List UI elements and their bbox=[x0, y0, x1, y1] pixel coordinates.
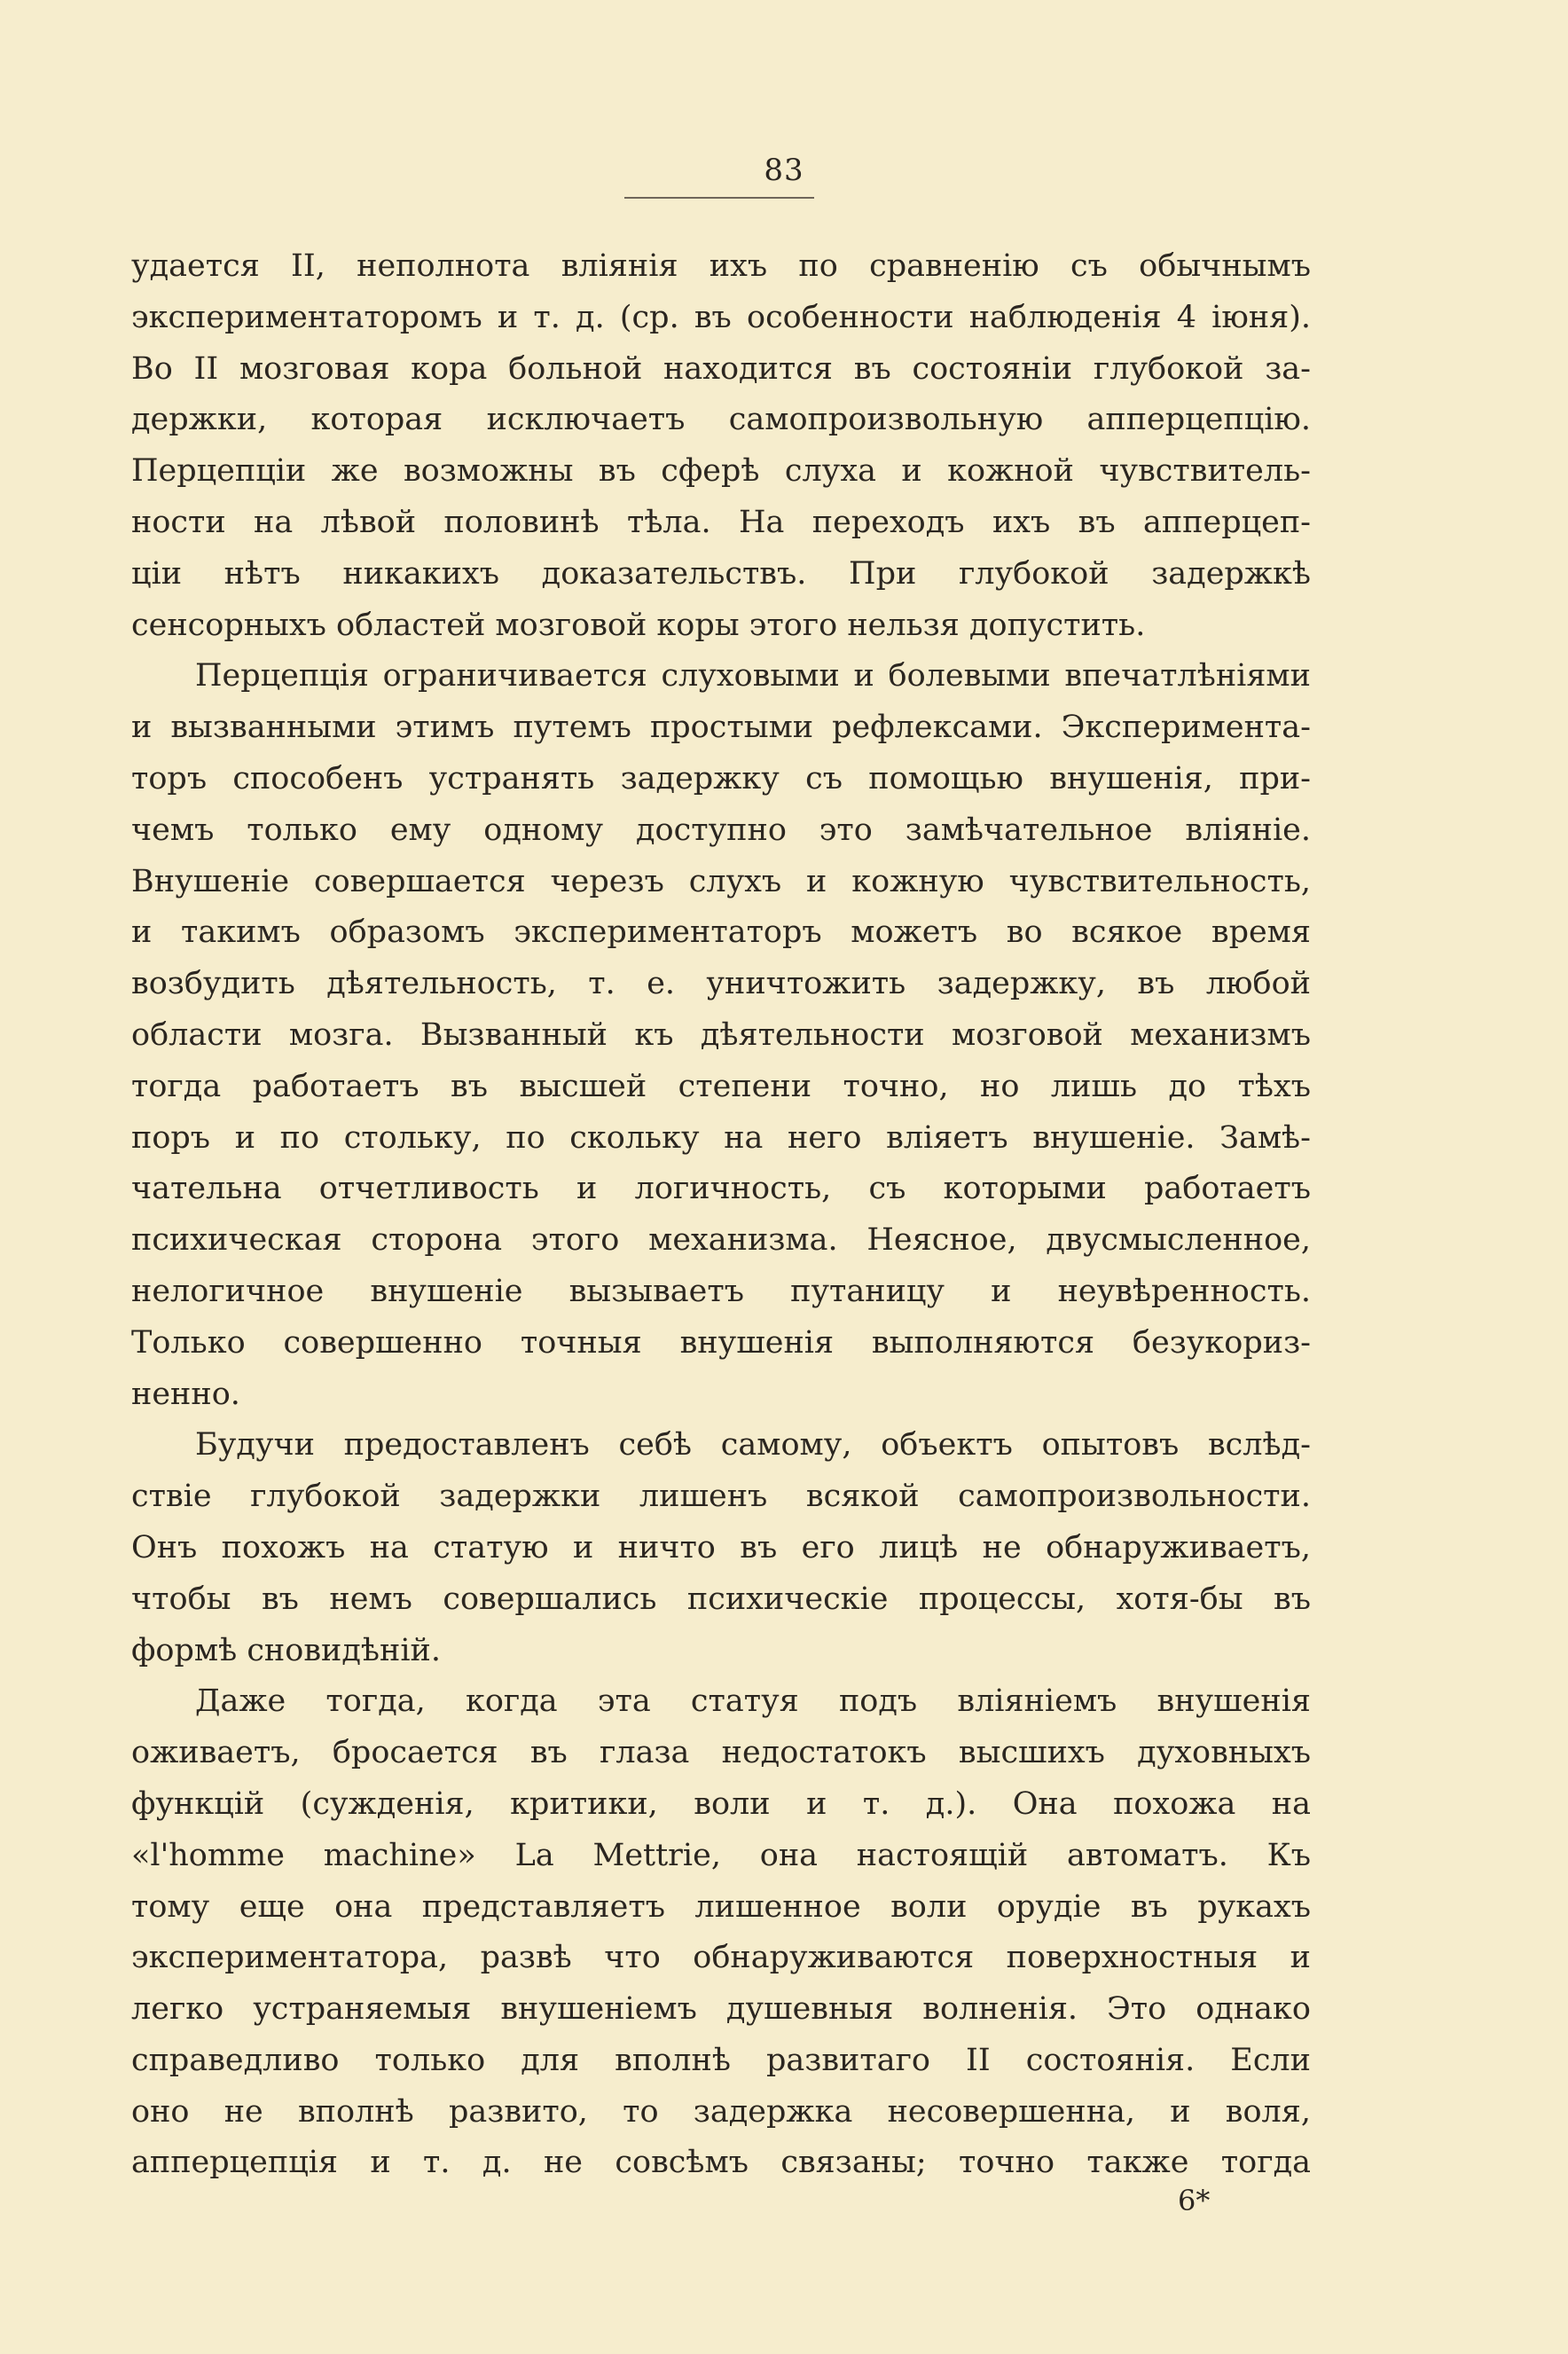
text-line: экспериментатора, развѣ что обнаруживаются поверхностныя и bbox=[131, 1940, 1311, 1976]
text-line: психическая сторона этого механизма. Неясное, двусмысленное, bbox=[131, 1222, 1311, 1259]
text-line: области мозга. Вызванный къ дѣятельности мозговой механизмъ bbox=[131, 1016, 1311, 1053]
paragraph-1 bbox=[131, 241, 1311, 651]
text-line: держки, которая исключаетъ самопроизвольную апперцепцію. bbox=[131, 402, 1311, 438]
text-line: удается II, неполнота вліянія ихъ по сравненію съ обычнымъ bbox=[131, 248, 1311, 284]
header-rule bbox=[624, 197, 814, 199]
text-line: тому еще она представляетъ лишенное воли орудіе въ рукахъ bbox=[131, 1888, 1311, 1925]
text-line: ненно. bbox=[131, 1376, 240, 1412]
text-line: Даже тогда, когда эта статуя подъ вліяніемъ внушенія bbox=[195, 1683, 1311, 1720]
text-line: нелогичное внушеніе вызываетъ путаницу и неувѣренность. bbox=[131, 1273, 1311, 1309]
text-line: оно не вполнѣ развито, то задержка несовершенна, и воля, bbox=[131, 2093, 1311, 2130]
text-line: тогда работаетъ въ высшей степени точно, но лишь до тѣхъ bbox=[131, 1068, 1311, 1104]
text-line: Онъ похожъ на статую и ничто въ его лицѣ не обнаруживаетъ, bbox=[131, 1529, 1311, 1565]
text-line: справедливо только для вполнѣ развитаго II состоянія. Если bbox=[131, 2042, 1311, 2078]
text-line: чемъ только ему одному доступно это замѣчательное вліяніе. bbox=[131, 812, 1311, 848]
text-line: чтобы въ немъ совершались психическіе процессы, хотя-бы въ bbox=[131, 1581, 1311, 1617]
text-line: оживаетъ, бросается въ глаза недостатокъ высшихъ духовныхъ bbox=[131, 1735, 1311, 1771]
paragraph-2 bbox=[131, 651, 1311, 1420]
text-line: чательна отчетливость и логичность, съ которыми работаетъ bbox=[131, 1171, 1311, 1207]
text-line: Будучи предоставленъ себѣ самому, объектъ опытовъ вслѣд- bbox=[195, 1427, 1311, 1463]
paragraph-4 bbox=[131, 1676, 1311, 2189]
text-line: сенсорныхъ областей мозговой коры этого нельзя допустить. bbox=[131, 607, 1146, 643]
text-line: «l'homme machine» La Mettrie, она настоящій автоматъ. Къ bbox=[131, 1837, 1311, 1873]
text-line: ствіе глубокой задержки лишенъ всякой самопроизвольности. bbox=[131, 1479, 1311, 1515]
text-line: Перцепціи же возможны въ сферѣ слуха и кожной чувствитель- bbox=[131, 453, 1311, 490]
text-line: поръ и по стольку, по скольку на него вліяетъ внушеніе. Замѣ- bbox=[131, 1119, 1311, 1156]
text-line: апперцепція и т. д. не совсѣмъ связаны; точно также тогда bbox=[131, 2145, 1311, 2181]
text-line: Только совершенно точныя внушенія выполняются безукориз- bbox=[131, 1324, 1311, 1361]
text-line: Во II мозговая кора больной находится въ состояніи глубокой за- bbox=[131, 350, 1311, 387]
text-line: торъ способенъ устранять задержку съ помощью внушенія, при- bbox=[131, 760, 1311, 796]
text-line: функцій (сужденія, критики, воли и т. д.). Она похожа на bbox=[131, 1785, 1311, 1822]
text-line: и такимъ образомъ экспериментаторъ можетъ во всякое время bbox=[131, 914, 1311, 951]
page-number: 83 bbox=[764, 153, 804, 188]
text-line: и вызванными этимъ путемъ простыми рефлексами. Эксперимента- bbox=[131, 710, 1311, 746]
text-line: легко устраняемыя внушеніемъ душевныя волненія. Это однако bbox=[131, 1991, 1311, 2028]
text-line: формѣ сновидѣній. bbox=[131, 1632, 441, 1668]
text-line: экспериментаторомъ и т. д. (ср. въ особенности наблюденія 4 іюня). bbox=[131, 299, 1311, 335]
text-line: Внушеніе совершается черезъ слухъ и кожную чувствительность, bbox=[131, 863, 1311, 899]
paragraph-3 bbox=[131, 1420, 1311, 1676]
text-line: возбудить дѣятельность, т. е. уничтожить задержку, въ любой bbox=[131, 966, 1311, 1002]
text-line: ности на лѣвой половинѣ тѣла. На переходъ ихъ въ апперцеп- bbox=[131, 504, 1311, 540]
text-line: Перцепція ограничивается слуховыми и болевыми впечатлѣніями bbox=[195, 658, 1311, 694]
body-text bbox=[131, 241, 1311, 2189]
text-line: ціи нѣтъ никакихъ доказательствъ. При глубокой задержкѣ bbox=[131, 555, 1311, 592]
signature-mark: 6* bbox=[1178, 2184, 1211, 2217]
